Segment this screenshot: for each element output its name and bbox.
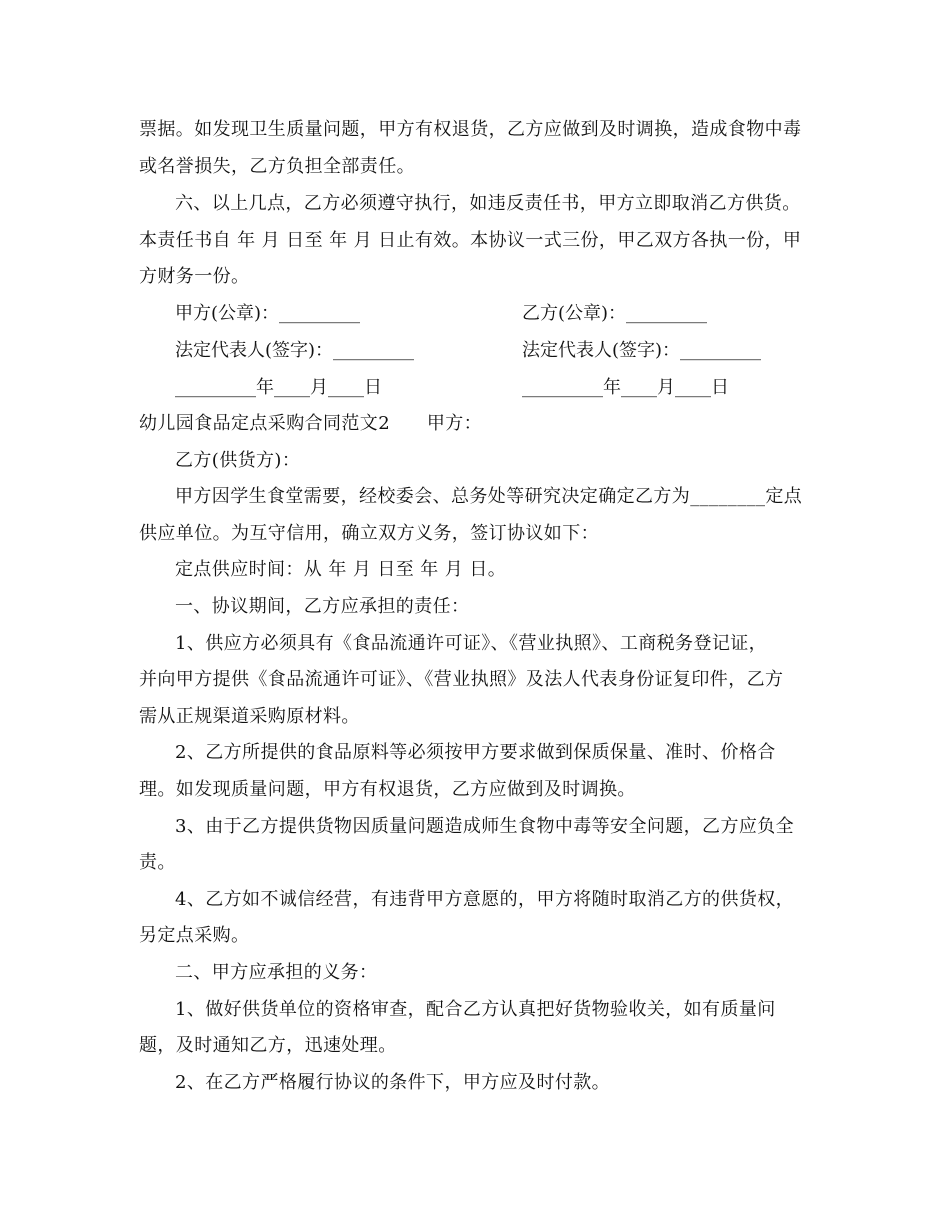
paragraph-line: 本责任书自 年 月 日至 年 月 日止有效。本协议一式三份，甲乙双方各执一份，甲 (139, 230, 802, 251)
party-b-representative: 法定代表人(签字)：_________ (522, 340, 762, 361)
section-heading: 幼儿园食品定点采购合同范文2 甲方： (139, 413, 483, 434)
clause-line: 2、乙方所提供的食品原料等必须按甲方要求做到保质保量、准时、价格合 (175, 742, 776, 763)
paragraph-line: 方财务一份。 (139, 266, 250, 287)
clause-line: 并向甲方提供《食品流通许可证》、《营业执照》及法人代表身份证复印件，乙方 (139, 669, 784, 690)
party-a-date: _________年____月____日 (175, 377, 382, 398)
supplier-label: 乙方(供货方)： (175, 450, 301, 471)
clause-line: 3、由于乙方提供货物因质量问题造成师生食物中毒等安全问题，乙方应负全 (175, 816, 795, 837)
clause-line: 题，及时通知乙方，迅速处理。 (139, 1035, 397, 1056)
party-a-seal: 甲方(公章)：_________ (175, 303, 361, 324)
clause-line: 1、做好供货单位的资格审查，配合乙方认真把好货物验收关，如有质量问 (175, 999, 776, 1020)
clause-line: 另定点采购。 (139, 925, 250, 946)
paragraph-line: 或名誉损失，乙方负担全部责任。 (139, 156, 415, 177)
paragraph-line: 甲方因学生食堂需要，经校委会、总务处等研究决定确定乙方为________定点 (175, 486, 803, 507)
paragraph-line: 票据。如发现卫生质量问题，甲方有权退货，乙方应做到及时调换，造成食物中毒 (139, 119, 802, 140)
clause-heading: 一、协议期间，乙方应承担的责任： (175, 596, 470, 617)
paragraph-line: 六、以上几点，乙方必须遵守执行，如违反责任书，甲方立即取消乙方供货。 (175, 193, 801, 214)
party-b-seal: 乙方(公章)：_________ (522, 303, 708, 324)
clause-line: 1、供应方必须具有《食品流通许可证》、《营业执照》、工商税务登记证， (175, 633, 768, 654)
clause-line: 理。如发现质量问题，甲方有权退货，乙方应做到及时调换。 (139, 779, 636, 800)
paragraph-line: 供应单位。为互守信用，确立双方义务，签订协议如下： (139, 523, 599, 544)
supply-period: 定点供应时间：从 年 月 日至 年 月 日。 (175, 559, 507, 580)
clause-line: 4、乙方如不诚信经营，有违背甲方意愿的，甲方将随时取消乙方的供货权， (175, 889, 795, 910)
clause-line: 责。 (139, 852, 176, 873)
clause-line: 需从正规渠道采购原材料。 (139, 706, 360, 727)
clause-heading: 二、甲方应承担的义务： (175, 962, 378, 983)
party-a-representative: 法定代表人(签字)：_________ (175, 340, 415, 361)
party-b-date: _________年____月____日 (522, 377, 729, 398)
clause-line: 2、在乙方严格履行协议的条件下，甲方应及时付款。 (175, 1072, 611, 1093)
